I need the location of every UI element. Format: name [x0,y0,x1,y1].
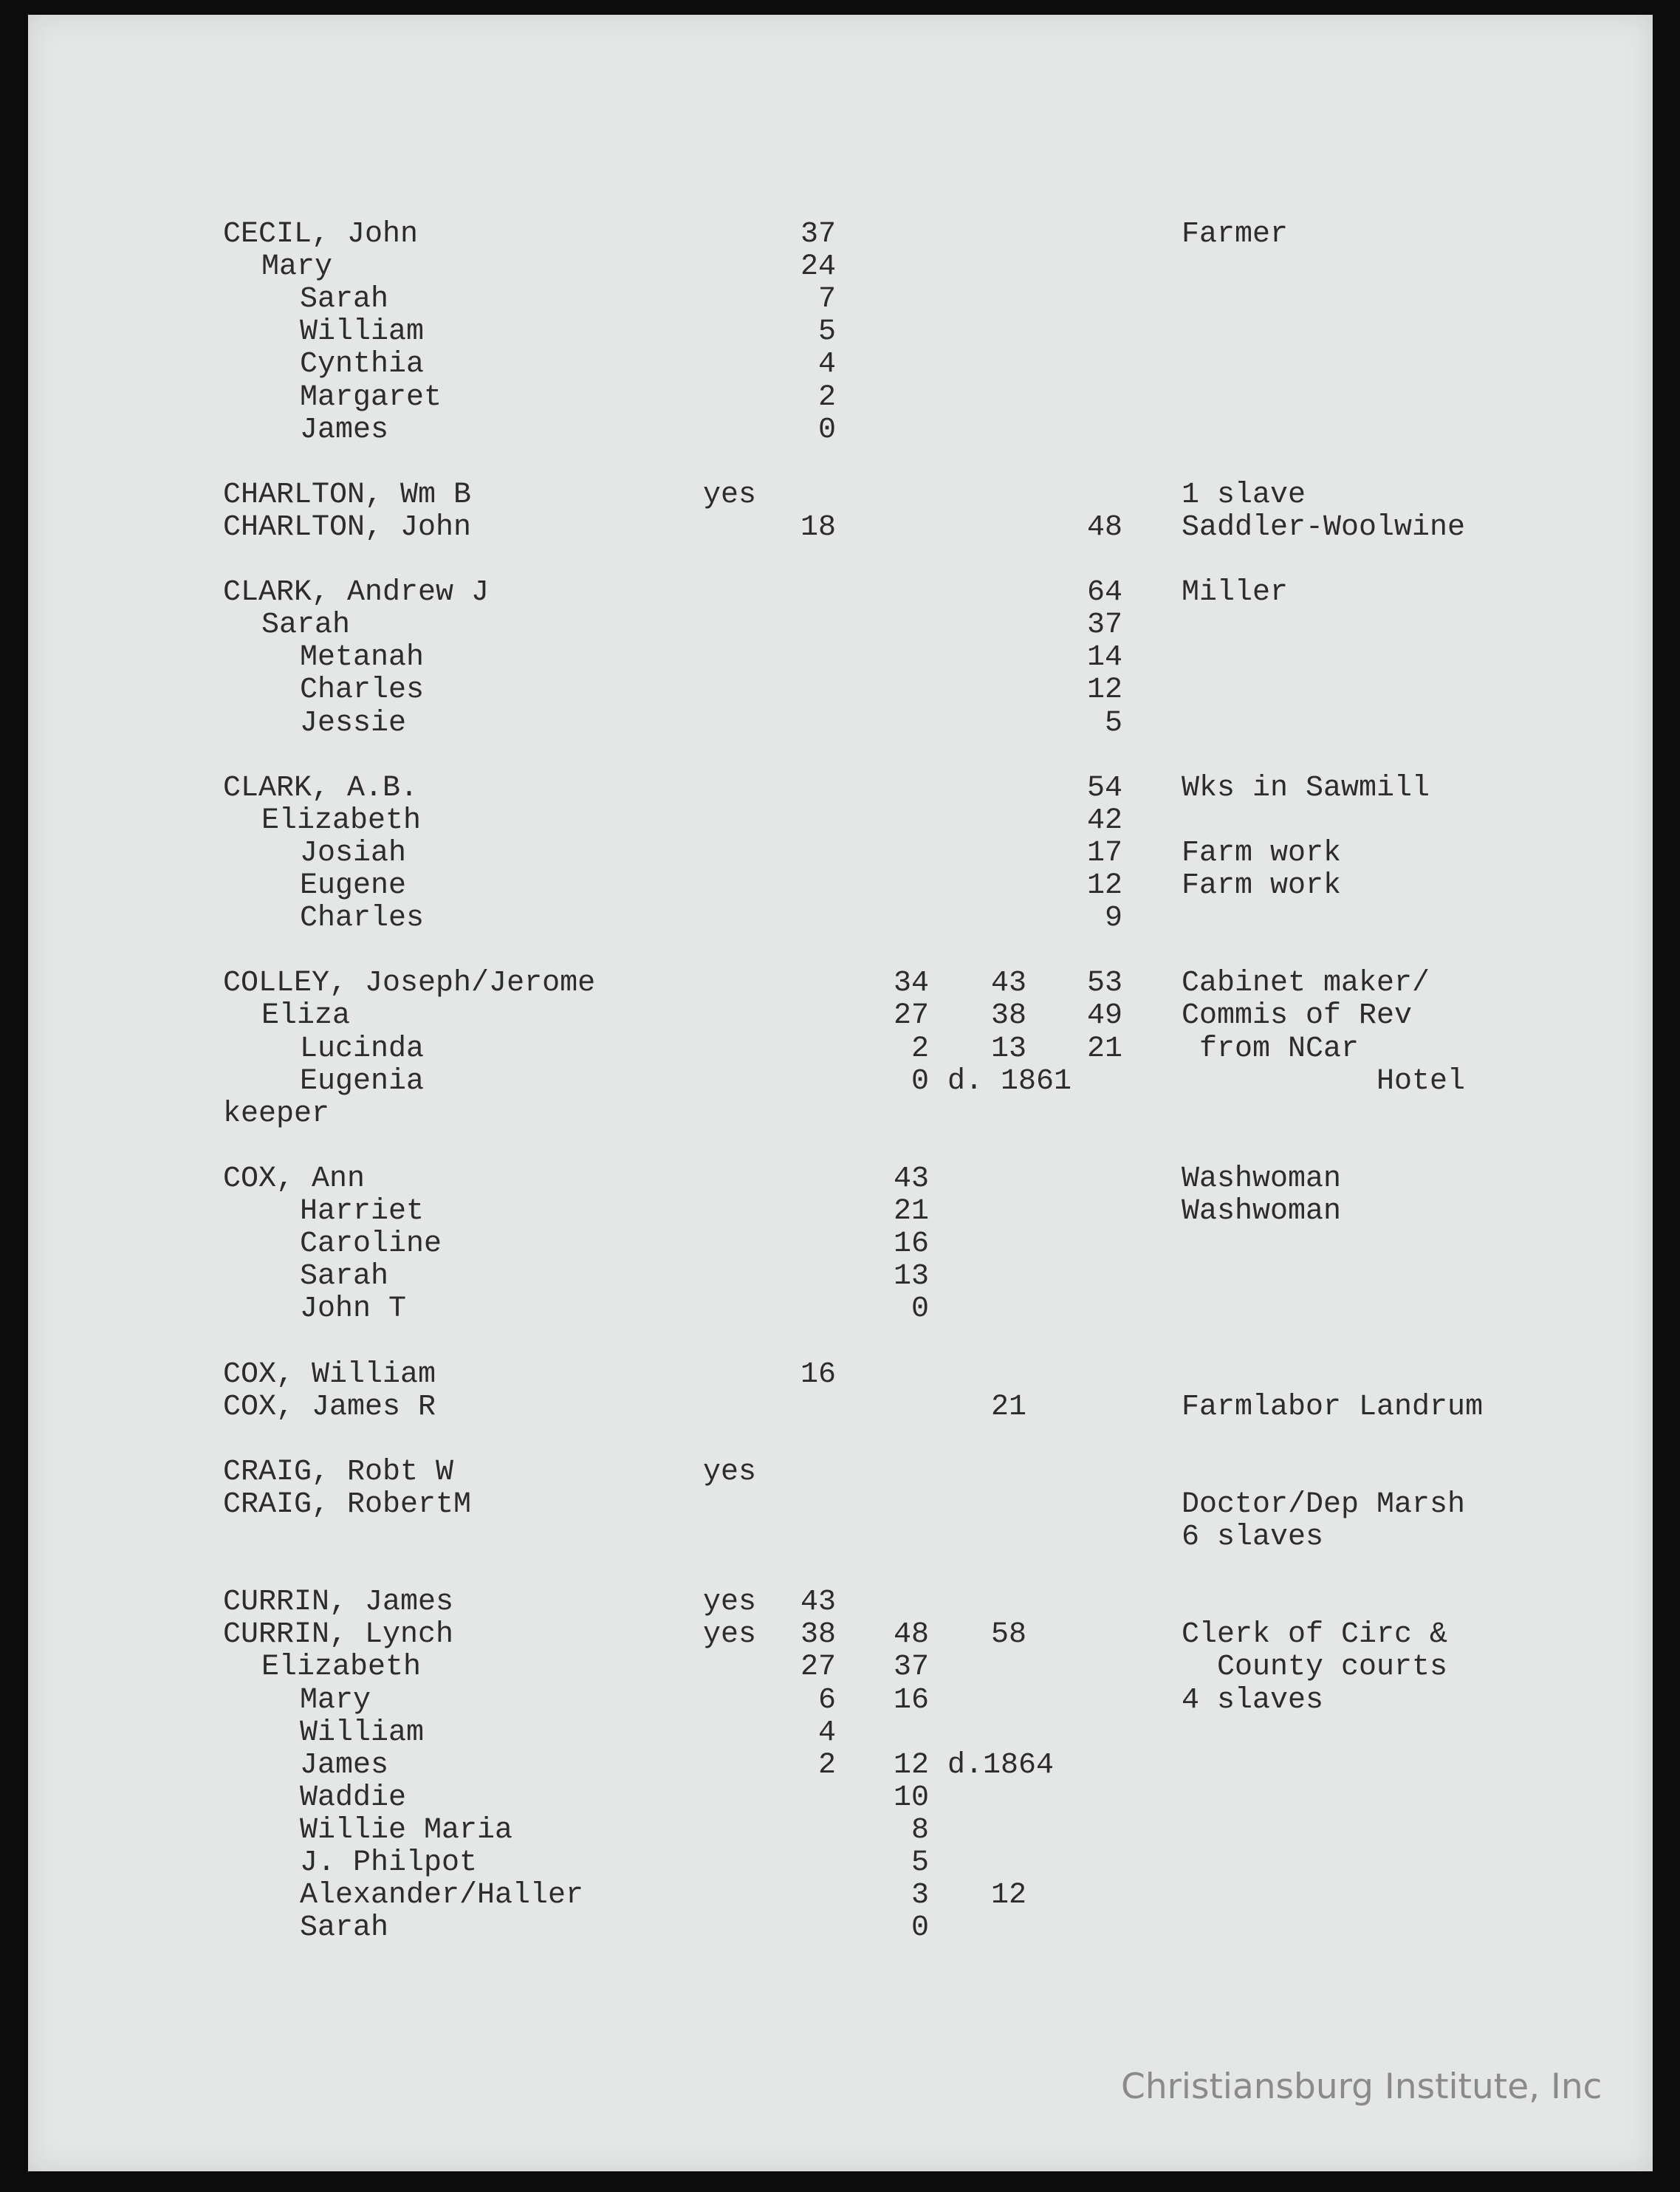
record-line [0,1456,1680,1489]
record-line [0,870,1680,903]
age-column-1: 7 [817,283,836,316]
age-column-1: 4 [817,348,836,381]
yes-mark: yes [703,1456,757,1489]
record-line [0,1880,1680,1912]
person-name: CECIL, John [223,218,419,251]
age-column-1: 5 [817,315,836,349]
person-name: Elizabeth [261,804,422,838]
age-column-1: 38 [800,1618,836,1651]
record-line [0,512,1680,544]
person-name: Mary [300,1684,371,1717]
record-line [0,251,1680,284]
record-line [0,1685,1680,1717]
age-column-2: 0 [911,1292,929,1326]
occupation-note: Cabinet maker/ [1182,967,1430,1000]
person-name: J. Philpot [300,1846,478,1880]
record-line [0,382,1680,414]
record-line [0,708,1680,740]
person-name: COX, William [223,1358,436,1391]
age-column-4: 53 [1086,967,1122,1000]
yes-mark: yes [703,479,757,512]
record-line [0,479,1680,512]
occupation-note: Washwoman [1182,1195,1342,1228]
occupation-note: Clerk of Circ & [1182,1618,1448,1651]
person-name: COX, Ann [223,1162,366,1196]
person-name: COX, James R [223,1391,436,1424]
record-line [0,1098,1680,1131]
person-name: Caroline [300,1227,442,1261]
age-column-4: 9 [1104,902,1122,935]
record-line [0,349,1680,381]
occupation-note: County courts [1182,1651,1448,1684]
age-column-2: 8 [911,1814,929,1847]
record-line [0,642,1680,674]
person-name: James [300,414,389,447]
record-line [0,1815,1680,1847]
record-line [0,1066,1680,1098]
age-column-1: 27 [800,1651,836,1684]
person-name: Lucinda [300,1032,425,1066]
age-column-4: 17 [1086,837,1122,870]
record-line [0,1000,1680,1032]
age-column-2: 3 [911,1879,929,1912]
record-line [0,773,1680,805]
person-name: CHARLTON, John [223,511,472,544]
person-name: Metanah [300,641,425,674]
record-line [0,1033,1680,1066]
record-line [0,1521,1680,1554]
age-column-3: 12 [990,1879,1026,1912]
person-name: Sarah [300,1260,389,1293]
person-name: Mary [261,250,333,284]
person-name: Charles [300,902,425,935]
age-column-2: 48 [893,1618,929,1651]
age-column-3: 21 [990,1391,1026,1424]
record-line [0,1261,1680,1293]
record-line [0,1782,1680,1815]
person-name: Willie Maria [300,1814,513,1847]
record-line [0,838,1680,870]
person-name: COLLEY, Joseph/Jerome [223,967,596,1000]
person-name: CRAIG, Robt W [223,1456,454,1489]
age-column-2: 27 [893,999,929,1032]
person-name: Eugenia [300,1065,425,1098]
person-name: CURRIN, Lynch [223,1618,454,1651]
record-line [0,1391,1680,1424]
age-column-2: 34 [893,967,929,1000]
record-line [0,414,1680,447]
occupation-note: Farmer [1182,218,1289,251]
age-column-2: 13 [893,1260,929,1293]
age-column-4: 5 [1104,707,1122,740]
yes-mark: yes [703,1618,757,1651]
record-line [0,577,1680,609]
person-name: Sarah [300,283,389,316]
occupation-note: Washwoman [1182,1162,1342,1196]
age-column-2: 12 [893,1749,929,1782]
age-column-2: 21 [893,1195,929,1228]
person-name: CURRIN, James [223,1586,454,1619]
record-line [0,1586,1680,1619]
age-column-1: 0 [817,414,836,447]
record-line [0,1619,1680,1651]
record-line [0,967,1680,1000]
age-column-1: 2 [817,1749,836,1782]
age-column-4: 49 [1086,999,1122,1032]
record-line [0,1651,1680,1684]
person-name: Jessie [300,707,407,740]
person-name: CHARLTON, Wm B [223,479,472,512]
person-name: William [300,315,425,349]
person-name: CLARK, A.B. [223,772,419,805]
yes-mark: yes [703,1586,757,1619]
person-name: Cynthia [300,348,425,381]
age-column-2: 37 [893,1651,929,1684]
age-column-2: 0 [911,1065,929,1098]
person-name: Eugene [300,869,407,903]
occupation-note: Farmlabor Landrum [1182,1391,1484,1424]
record-line [0,674,1680,707]
record-line [0,219,1680,251]
person-name: Alexander/Haller [300,1879,584,1912]
record-line [0,805,1680,838]
age-column-3: 58 [990,1618,1026,1651]
record-line [0,609,1680,642]
age-column-3: 13 [990,1032,1026,1066]
person-name: Elizabeth [261,1651,422,1684]
occupation-note: 1 slave [1182,479,1306,512]
age-column-4: 48 [1086,511,1122,544]
age-column-2: 16 [893,1227,929,1261]
person-name: Sarah [261,609,351,642]
occupation-note: Farm work [1182,869,1342,903]
person-name: Margaret [300,381,442,414]
age-column-4: 42 [1086,804,1122,838]
age-column-1: 6 [817,1684,836,1717]
age-column-4: 21 [1086,1032,1122,1066]
age-column-4: 54 [1086,772,1122,805]
record-line [0,1847,1680,1880]
age-column-1: 18 [800,511,836,544]
occupation-note: Hotel [1182,1065,1466,1098]
age-column-4: 37 [1086,609,1122,642]
age-column-2: 0 [911,1911,929,1945]
record-line [0,903,1680,935]
person-name: CLARK, Andrew J [223,576,490,609]
person-name: Charles [300,674,425,707]
age-column-2: 16 [893,1684,929,1717]
person-name: keeper [223,1097,330,1131]
person-name: Sarah [300,1911,389,1945]
occupation-note: Commis of Rev [1182,999,1413,1032]
record-line [0,1489,1680,1521]
person-name: CRAIG, RobertM [223,1488,472,1521]
person-name: John T [300,1292,407,1326]
person-name: Harriet [300,1195,425,1228]
age-column-1: 16 [800,1358,836,1391]
death-note: d. 1861 [947,1065,1072,1098]
occupation-note: from NCar [1182,1032,1360,1066]
age-column-2: 5 [911,1846,929,1880]
age-column-4: 14 [1086,641,1122,674]
occupation-note: Doctor/Dep Marsh [1182,1488,1466,1521]
person-name: Josiah [300,837,407,870]
person-name: James [300,1749,389,1782]
record-line [0,1750,1680,1782]
age-column-2: 2 [911,1032,929,1066]
person-name: Waddie [300,1781,407,1815]
occupation-note: Wks in Sawmill [1182,772,1430,805]
occupation-note: Miller [1182,576,1289,609]
age-column-3: 43 [990,967,1026,1000]
person-name: Eliza [261,999,351,1032]
record-line [0,1196,1680,1228]
occupation-note: 6 slaves [1182,1521,1324,1554]
record-line [0,1717,1680,1750]
occupation-note: 4 slaves [1182,1684,1324,1717]
age-column-3: 38 [990,999,1026,1032]
record-line [0,1912,1680,1945]
age-column-1: 24 [800,250,836,284]
age-column-2: 43 [893,1162,929,1196]
record-line [0,1228,1680,1261]
age-column-1: 43 [800,1586,836,1619]
occupation-note: Farm work [1182,837,1342,870]
age-column-4: 64 [1086,576,1122,609]
record-line [0,1163,1680,1196]
record-line [0,1359,1680,1391]
record-line [0,316,1680,349]
age-column-2: 10 [893,1781,929,1815]
age-column-1: 37 [800,218,836,251]
record-line [0,284,1680,316]
age-column-4: 12 [1086,869,1122,903]
record-line [0,1293,1680,1326]
death-note: d.1864 [947,1749,1055,1782]
age-column-4: 12 [1086,674,1122,707]
occupation-note: Saddler-Woolwine [1182,511,1466,544]
age-column-1: 4 [817,1716,836,1750]
person-name: William [300,1716,425,1750]
age-column-1: 2 [817,381,836,414]
watermark: Christiansburg Institute, Inc [1121,2066,1602,2107]
